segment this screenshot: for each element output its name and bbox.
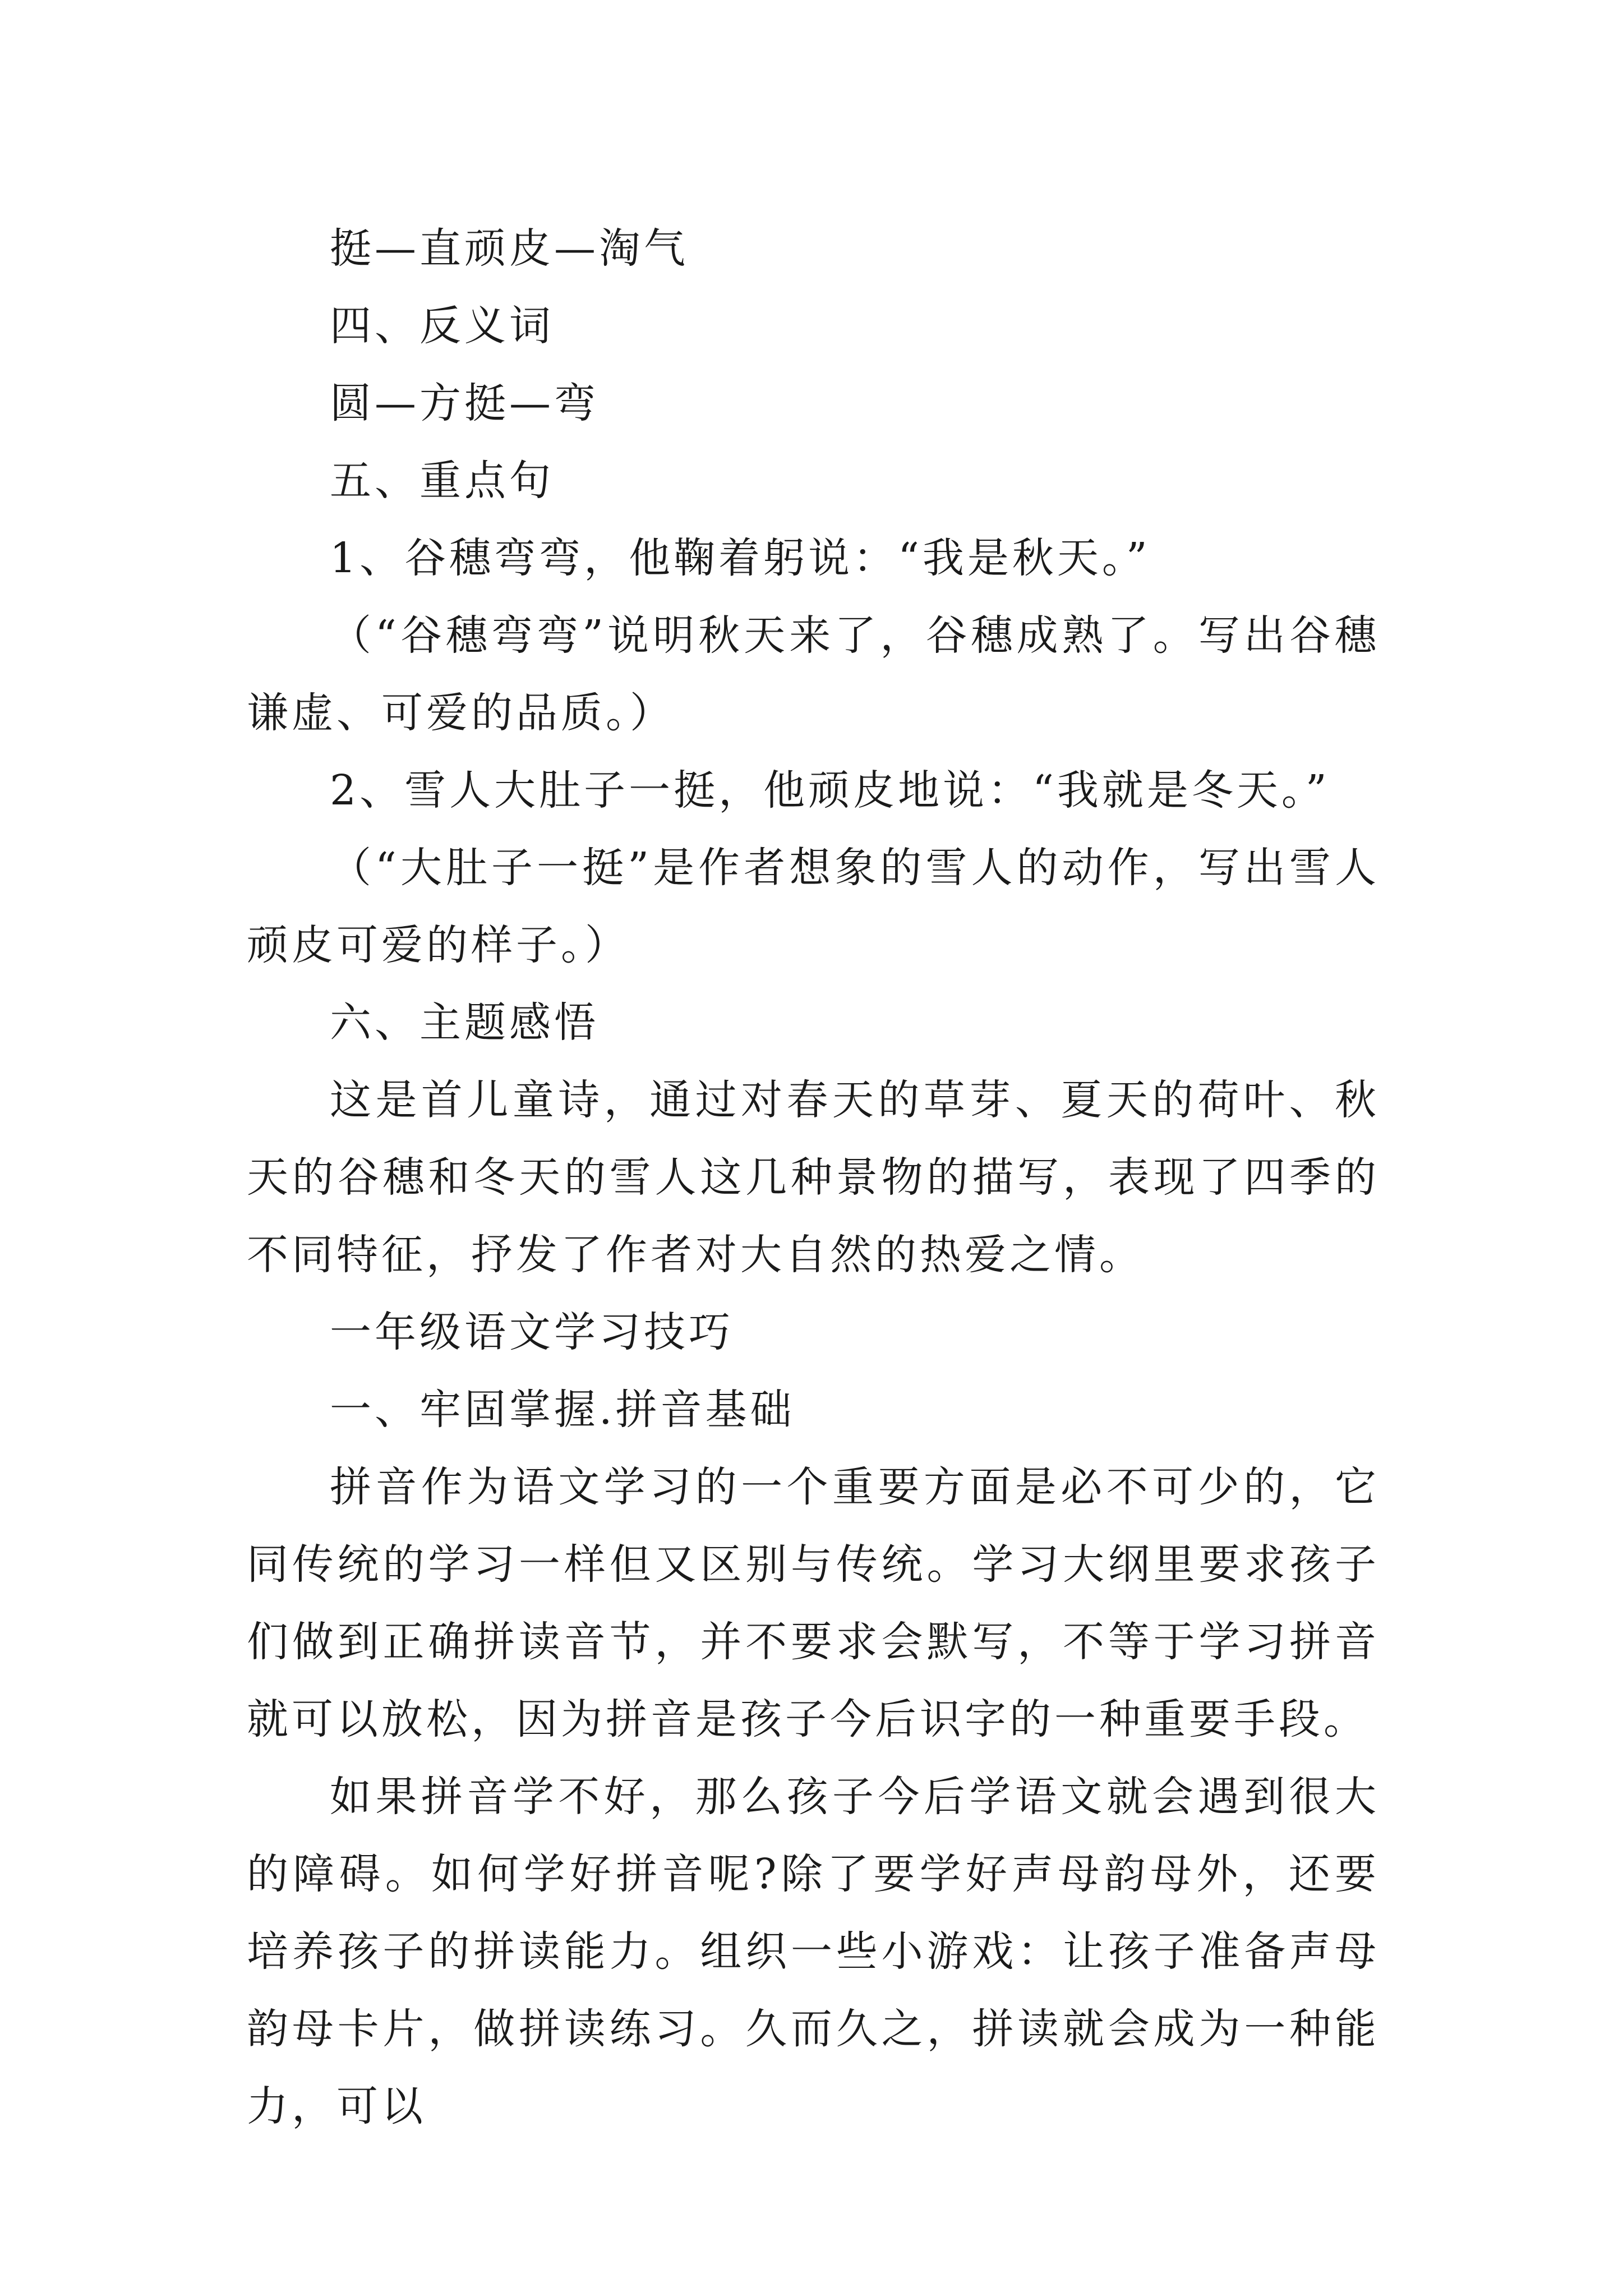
vocab-pair-line: 挺—直顽皮—淘气 <box>330 224 689 273</box>
key-sentence-1: 1、谷穗弯弯，他鞠着躬说：“我是秋天。” <box>330 534 1151 582</box>
document-page <box>247 210 1380 2145</box>
pinyin-paragraph-2: 如果拼音学不好，那么孩子今后学语文就会遇到很大的障碍。如何学好拼音呢?除了要学好声母韵母外，还要培养孩子的拼读能力。组织一些小游戏：让孩子准备声母韵母卡片，做拼读练习。久而久之，拼读就会成为一种能力，可以 <box>247 1773 1380 2131</box>
section-heading-key-sentences: 五、重点句 <box>330 457 554 505</box>
key-sentence-1-note: （“谷穗弯弯”说明秋天来了，谷穗成熟了。写出谷穗谦虚、可爱的品质。） <box>247 611 1380 737</box>
key-sentence-2-note: （“大肚子一挺”是作者想象的雪人的动作，写出雪人顽皮可爱的样子。） <box>247 844 1380 969</box>
subheading-pinyin-basics: 一、牢固掌握.拼音基础 <box>330 1386 795 1434</box>
section-heading-study-tips: 一年级语文学习技巧 <box>330 1308 734 1356</box>
section-heading-theme: 六、主题感悟 <box>330 999 599 1047</box>
pinyin-paragraph-1: 拼音作为语文学习的一个重要方面是必不可少的，它同传统的学习一样但又区别与传统。学习大纲里要求孩子们做到正确拼读音节，并不要求会默写，不等于学习拼音就可以放松，因为拼音是孩子今后识字的一种重要手段。 <box>247 1463 1380 1743</box>
antonym-pair-line: 圆—方挺—弯 <box>330 379 599 427</box>
section-heading-antonyms: 四、反义词 <box>330 302 554 350</box>
key-sentence-2: 2、雪人大肚子一挺，他顽皮地说：“我就是冬天。” <box>330 766 1330 815</box>
theme-paragraph: 这是首儿童诗，通过对春天的草芽、夏天的荷叶、秋天的谷穗和冬天的雪人这几种景物的描写，表现了四季的不同特征，抒发了作者对大自然的热爱之情。 <box>247 1076 1380 1279</box>
